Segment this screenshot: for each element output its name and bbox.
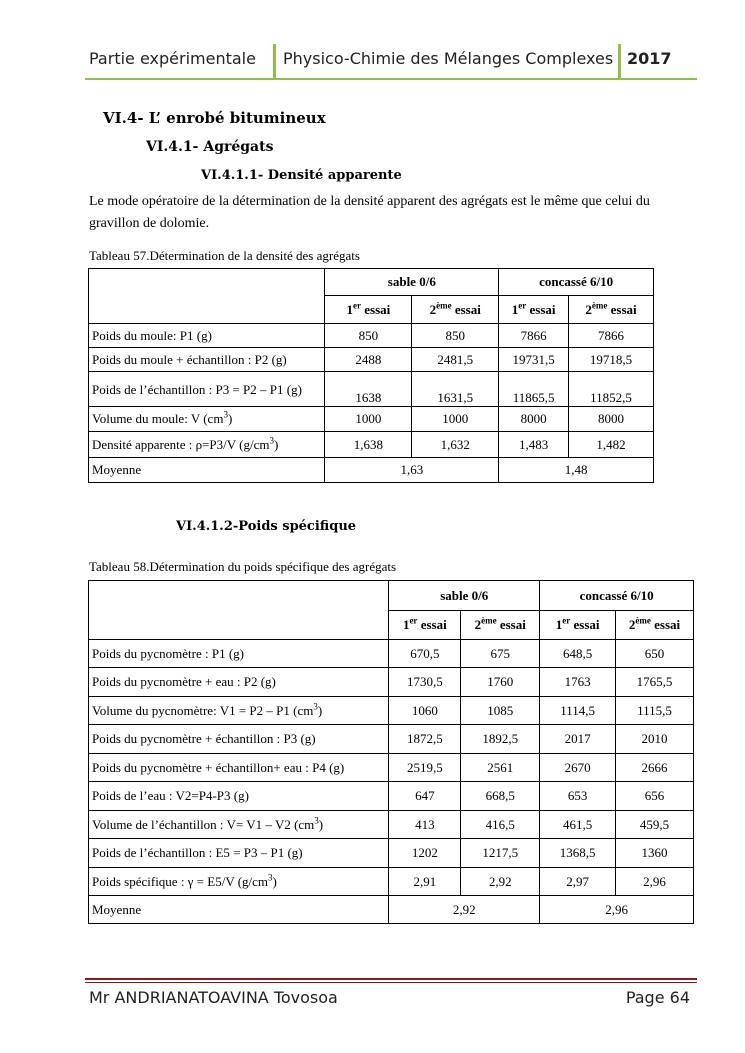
- table-row: [89, 668, 694, 697]
- cell: 1114,5: [540, 697, 616, 725]
- mean-cell: 2,96: [540, 896, 694, 924]
- table-row: [89, 697, 694, 725]
- cell: 1765,5: [616, 668, 694, 697]
- cell: 2561: [461, 754, 540, 782]
- row-label: Poids spécifique : γ = E5/V $(g/cm^3)$: [89, 868, 389, 896]
- header-section-title: Partie expérimentale: [89, 49, 256, 68]
- table57: [88, 268, 654, 483]
- row-label: Poids du pycnomètre + échantillon : P3 (g): [89, 725, 389, 754]
- cell: 1,482: [569, 432, 654, 458]
- row-label: Poids de l’eau : V2=P4-P3 (g): [89, 782, 389, 811]
- cell: 2488: [325, 348, 412, 372]
- table58-caption: Tableau 58.Détermination du poids spécifique des agrégats: [89, 559, 397, 574]
- footer-rule: [85, 978, 697, 980]
- cell: 1763: [540, 668, 616, 697]
- header-divider: [273, 44, 276, 78]
- cell: 19731,5: [499, 348, 569, 372]
- cell: 2,92: [461, 868, 540, 896]
- cell: 2017: [540, 725, 616, 754]
- table-row: [89, 372, 654, 407]
- header-divider: [618, 44, 621, 78]
- cell: 850: [325, 324, 412, 348]
- trial-header: 2ème essai: [412, 296, 499, 324]
- cell: 1217,5: [461, 839, 540, 868]
- cell: 1115,5: [616, 697, 694, 725]
- group-header: sable 0/6: [325, 269, 499, 296]
- heading-agregats: VI.4.1- Agrégats: [146, 139, 274, 155]
- table-header-row: [89, 581, 694, 611]
- cell: 1368,5: [540, 839, 616, 868]
- cell: 2519,5: [389, 754, 461, 782]
- row-label: Poids du pycnomètre + eau : P2 (g): [89, 668, 389, 697]
- cell: 8000: [499, 407, 569, 432]
- cell: 1638: [325, 372, 412, 407]
- cell: 2,96: [616, 868, 694, 896]
- cell: 1202: [389, 839, 461, 868]
- cell: 2,97: [540, 868, 616, 896]
- cell: 668,5: [461, 782, 540, 811]
- cell: 459,5: [616, 811, 694, 839]
- table-row: [89, 782, 694, 811]
- table-row: [89, 640, 694, 668]
- table-row: [89, 754, 694, 782]
- mean-cell: 1,63: [325, 458, 499, 483]
- footer-page-number: Page 64: [625, 988, 690, 1007]
- cell: 7866: [499, 324, 569, 348]
- cell: 650: [616, 640, 694, 668]
- cell: 7866: [569, 324, 654, 348]
- row-label: Densité apparente : ρ=P3/V $(g/cm^3)$: [89, 432, 325, 458]
- header-year: 2017: [627, 49, 672, 68]
- cell: 461,5: [540, 811, 616, 839]
- cell: 675: [461, 640, 540, 668]
- row-label: Moyenne: [89, 896, 389, 924]
- row-label: Volume de l’échantillon : V= V1 – V2 $(cm^3)$: [89, 811, 389, 839]
- cell: 11865,5: [499, 372, 569, 407]
- footer-rule-thin: [85, 982, 697, 983]
- heading-enrobe: VI.4- L’ enrobé bitumineux: [103, 109, 326, 127]
- table-row: [89, 407, 654, 432]
- cell: 416,5: [461, 811, 540, 839]
- table-header-row: [89, 269, 654, 296]
- trial-header: 1er essai: [499, 296, 569, 324]
- cell: 1760: [461, 668, 540, 697]
- cell: 8000: [569, 407, 654, 432]
- trial-header: 2ème essai: [569, 296, 654, 324]
- cell: 1000: [325, 407, 412, 432]
- cell: 2010: [616, 725, 694, 754]
- table-row: [89, 725, 694, 754]
- cell: 670,5: [389, 640, 461, 668]
- paragraph-line: Le mode opératoire de la détermination de la densité apparent des agrégats est le même que celui du: [89, 194, 650, 209]
- row-label: Poids du moule: P1 (g): [89, 324, 325, 348]
- table-row: [89, 432, 654, 458]
- cell: 1892,5: [461, 725, 540, 754]
- row-label: Poids du moule + échantillon : P2 (g): [89, 348, 325, 372]
- group-header: concassé 6/10: [540, 581, 694, 611]
- cell: 656: [616, 782, 694, 811]
- trial-header: 1er essai: [389, 611, 461, 640]
- row-label: Volume du moule: V $(cm^3)$: [89, 407, 325, 432]
- cell: 1,638: [325, 432, 412, 458]
- footer-author: Mr ANDRIANATOAVINA Tovosoa: [89, 988, 338, 1007]
- header-empty-cell: [89, 269, 325, 324]
- cell: 19718,5: [569, 348, 654, 372]
- table-row: [89, 811, 694, 839]
- cell: 2481,5: [412, 348, 499, 372]
- row-label: Poids du pycnomètre : P1 (g): [89, 640, 389, 668]
- header-rule: [85, 78, 697, 80]
- table-row: [89, 324, 654, 348]
- cell: 1730,5: [389, 668, 461, 697]
- trial-header: 1er essai: [540, 611, 616, 640]
- cell: 648,5: [540, 640, 616, 668]
- row-label: Volume du pycnomètre: V1 = P2 – P1 $(cm^3)$: [89, 697, 389, 725]
- cell: 1872,5: [389, 725, 461, 754]
- cell: 11852,5: [569, 372, 654, 407]
- table-row: [89, 839, 694, 868]
- table-row: [89, 868, 694, 896]
- heading-densite: VI.4.1.1- Densité apparente: [201, 168, 402, 183]
- paragraph-line: gravillon de dolomie.: [89, 216, 210, 231]
- cell: 1060: [389, 697, 461, 725]
- row-label: Poids de l’échantillon : E5 = P3 – P1 (g): [89, 839, 389, 868]
- trial-header: 1er essai: [325, 296, 412, 324]
- cell: 413: [389, 811, 461, 839]
- trial-header: 2ème essai: [461, 611, 540, 640]
- header-empty-cell: [89, 581, 389, 640]
- cell: 1360: [616, 839, 694, 868]
- cell: 1000: [412, 407, 499, 432]
- cell: 2670: [540, 754, 616, 782]
- cell: 1085: [461, 697, 540, 725]
- cell: 647: [389, 782, 461, 811]
- trial-header: 2ème essai: [616, 611, 694, 640]
- cell: 653: [540, 782, 616, 811]
- cell: 2,91: [389, 868, 461, 896]
- mean-cell: 1,48: [499, 458, 654, 483]
- heading-poids-specifique: VI.4.1.2-Poids spécifique: [176, 519, 357, 534]
- mean-cell: 2,92: [389, 896, 540, 924]
- table58: [88, 580, 694, 924]
- intro-paragraph: [89, 191, 650, 235]
- table-mean-row: [89, 896, 694, 924]
- table-mean-row: [89, 458, 654, 483]
- cell: 2666: [616, 754, 694, 782]
- cell: 1,632: [412, 432, 499, 458]
- table57-caption: Tableau 57.Détermination de la densité des agrégats: [89, 248, 360, 263]
- row-label: Poids du pycnomètre + échantillon+ eau : P4 (g): [89, 754, 389, 782]
- group-header: sable 0/6: [389, 581, 540, 611]
- header-document-title: Physico-Chimie des Mélanges Complexes: [283, 49, 614, 68]
- cell: 850: [412, 324, 499, 348]
- row-label: Poids de l’échantillon : P3 = P2 – P1 (g): [89, 372, 325, 407]
- row-label: Moyenne: [89, 458, 325, 483]
- table-row: [89, 348, 654, 372]
- cell: 1631,5: [412, 372, 499, 407]
- group-header: concassé 6/10: [499, 269, 654, 296]
- cell: 1,483: [499, 432, 569, 458]
